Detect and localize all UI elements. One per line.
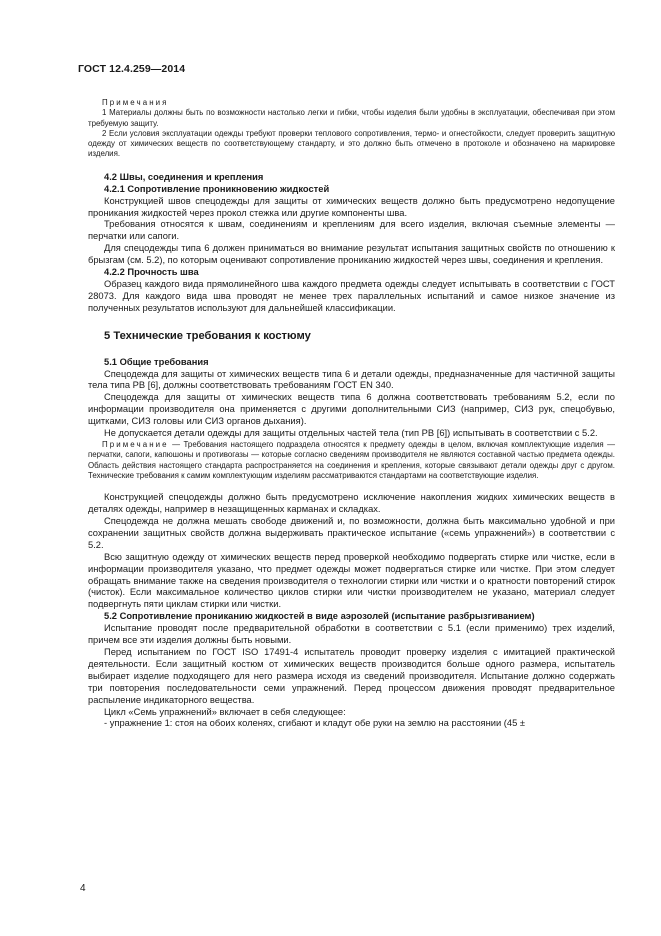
section-5-1-heading: 5.1 Общие требования <box>104 356 209 367</box>
document-body <box>88 98 615 730</box>
note-item-1: 1 Материалы должны быть по возможности настолько легки и гибки, чтобы изделия были удобны в эксплуатации, обеспечивая при этом требуемую защиту. <box>88 108 615 128</box>
section-5-2-heading: 5.2 Сопротивление прониканию жидкостей в виде аэрозолей (испытание разбрызгиванием) <box>104 611 535 622</box>
paragraph: Спецодежда для защиты от химических веществ типа 6 и детали одежды, предназначенные для частичной защиты тела типа PB [6], должны соответствовать требованиям ГОСТ EN 340. <box>88 368 615 391</box>
note-item-2: 2 Если условия эксплуатации одежды требуют проверки теплового сопротивления, термо- и огнестойкости, следует проверить защитную одежду от химических веществ по соответствующему стандарту, и это должно быть отмечено в протоколе и обозначено на маркировке изделия. <box>88 128 615 159</box>
notes-title: Примечания <box>102 98 169 107</box>
document-code-header: ГОСТ 12.4.259—2014 <box>78 63 186 75</box>
paragraph: Спецодежда для защиты от химических веществ типа 6 должна соответствовать требованиям 5.2, если по информации производителя она применяется с другими дополнительными СИЗ (например, СИЗ рук, спецобувью, щитками, СИЗ головы или СИЗ органов дыхания). <box>88 392 615 427</box>
note-label: Примечание <box>102 440 169 449</box>
section-4-2-heading: 4.2 Швы, соединения и крепления <box>104 171 264 182</box>
paragraph: Перед испытанием по ГОСТ ISO 17491-4 испытатель проводит проверку изделия с имитацией практической деятельности. Если защитный костюм от химических веществ производится больше одного размера, испытатель выбирает изделие подходящего для него размера исходя из сведений производителя. Испытание должно содержать три повторения последовательности семи упражнений. Перед процессом движения проводят предварительное распыление индикаторного вещества. <box>88 646 615 705</box>
paragraph: Всю защитную одежду от химических веществ перед проверкой необходимо подвергать стирке или чистке, если в информации производителя указано, что предмет одежды может подвергаться стирке или чистке. При этом следует обращать внимание также на сведения производителя о технологии стирки или чистки и о кратности повторений стирок (чисток). Если максимальное количество циклов стирки или чистки производителем не указано, материал следует подвергнуть пяти циклам стирки или чистки. <box>88 551 615 610</box>
paragraph: Не допускается детали одежды для защиты отдельных частей тела (тип PB [6]) испытывать в соответствии с 5.2. <box>104 428 598 439</box>
section-4-2-1-heading: 4.2.1 Сопротивление проникновению жидкостей <box>104 183 330 194</box>
paragraph: Испытание проводят после предварительной обработки в соответствии с 5.1 (если применимо) трех изделий, причем все эти изделия должны быть новыми. <box>88 623 615 646</box>
paragraph: Конструкцией спецодежды должно быть предусмотрено исключение накопления жидких химических веществ в деталях одежды, например в незащищенных карманах и складках. <box>88 492 615 515</box>
paragraph: Образец каждого вида прямолинейного шва каждого предмета одежды следует испытывать в соответствии с ГОСТ 28073. Для каждого вида шва проводят не менее трех параллельных испытаний и самое низкое значение из полученных результатов используют для дальнейшей классификации. <box>88 278 615 313</box>
section-5-heading: 5 Технические требования к костюму <box>104 329 311 342</box>
note-paragraph <box>88 440 615 481</box>
paragraph: Цикл «Семь упражнений» включает в себя следующее: <box>104 706 346 717</box>
note-text: — Требования настоящего подраздела относятся к предмету одежды в целом, включая комплектующие изделия — перчатки, сапоги, капюшоны и противогазы — которые согласно сведениям производителя не являются составной частью предмета одежды. Область действия настоящего стандарта распространяется на соединения и крепления, которые связывают детали одежды друг с другом. Технические требования к самим комплектующим изделиям рассматриваются стандартами на соответствующие изделия. <box>88 440 616 480</box>
paragraph: Спецодежда не должна мешать свободе движений и, по возможности, должна быть максимально удобной и при сохранении защитных свойств должна выдерживать практическое испытание («семь упражнений») в соответствии с 5.2. <box>88 516 615 550</box>
paragraph: Для спецодежды типа 6 должен приниматься во внимание результат испытания защитных свойств по отношению к брызгам (см. 5.2), по которым оценивают сопротивление прониканию жидкостей через швы, соединения и крепления. <box>88 243 615 266</box>
paragraph: - упражнение 1: стоя на обоих коленях, сгибают и кладут обе руки на землю на расстоянии (45 ± <box>104 718 526 729</box>
section-4-2-2-heading: 4.2.2 Прочность шва <box>104 267 199 278</box>
paragraph: Конструкцией швов спецодежды для защиты от химических веществ должно быть предусмотрено недопущение проникания жидкостей через прокол стежка или другие компоненты шва. <box>88 195 615 218</box>
paragraph: Требования относятся к швам, соединениям и креплениям для всего изделия, включая съемные элементы — перчатки или сапоги. <box>88 219 615 242</box>
page-number: 4 <box>80 883 86 894</box>
